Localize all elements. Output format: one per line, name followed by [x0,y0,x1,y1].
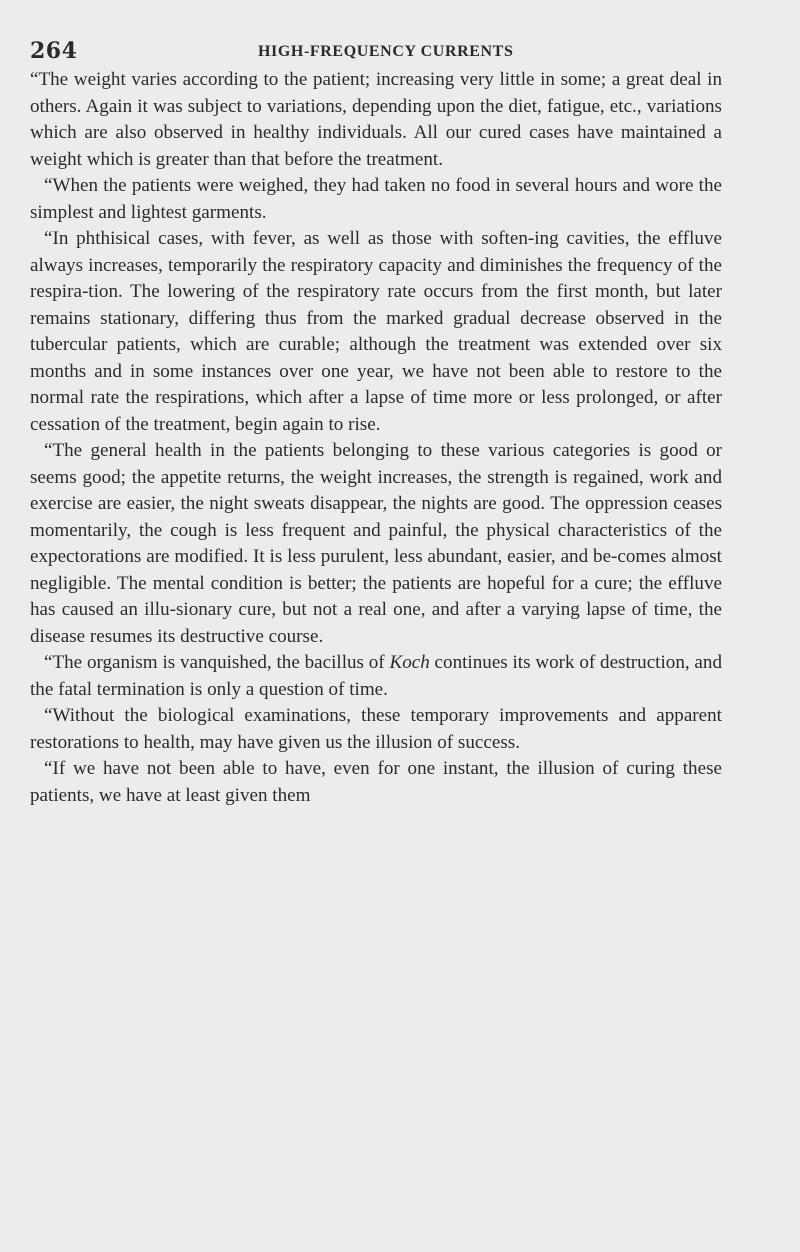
paragraph-organism-vanquished [30,650,722,703]
running-head: HIGH-FREQUENCY CURRENTS [258,43,514,60]
paragraph-organism-part2: continues its work of destruction, and the fatal termination is only a question of time. [30,652,723,700]
paragraph-illusion-of-curing: “If we have not been able to have, even for one instant, the illusion of curing these patients, we have at least given them [30,758,722,806]
page-number: 264 [30,38,78,64]
paragraph-weight: “The weight varies according to the patient; increasing very little in some; a great deal in others. Again it was subject to variations, depending upon the diet, fatigue, etc., variations which are also observed in healthy individuals. All our cured cases have maintained a weight which is greater than that before the treatment. [30,69,722,170]
koch-emphasis: Koch [389,652,430,673]
paragraph-general-health: “The general health in the patients belonging to these various categories is good or seems good; the appetite returns, the weight increases, the strength is regained, work and exercise are easier, the night sweats disappear, the nights are good. The oppression ceases momentarily, the cough is less frequent and painful, the physical characteristics of the expectorations are modified. It is less purulent, less abundant, easier, and be-comes almost negligible. The mental condition is better; the patients are hopeful for a cure; the effluve has caused an illu-sionary cure, but not a real one, and after a varying lapse of time, the disease resumes its destructive course. [30,440,722,647]
paragraph-biological-examinations: “Without the biological examinations, these temporary improvements and apparent restorations to health, may have given us the illusion of success. [30,705,722,753]
page-header [30,38,730,66]
body-text [30,67,722,809]
paragraph-phthisical-cases: “In phthisical cases, with fever, as well as those with soften-ing cavities, the effluve always increases, temporarily the respiratory capacity and diminishes the frequency of the respira-tion. The lowering of the respiratory rate occurs from the first month, but later remains stationary, differing thus from the marked gradual decrease observed in the tubercular patients, which are curable; although the treatment was extended over six months and in some instances over one year, we have not been able to restore to the normal rate the respirations, which after a lapse of time more or less prolonged, or after cessation of the treatment, begin again to rise. [30,228,722,435]
paragraph-organism-part1: “The organism is vanquished, the bacillus of [44,652,390,673]
paragraph-weighing: “When the patients were weighed, they had taken no food in several hours and wore the simplest and lightest garments. [30,175,722,223]
